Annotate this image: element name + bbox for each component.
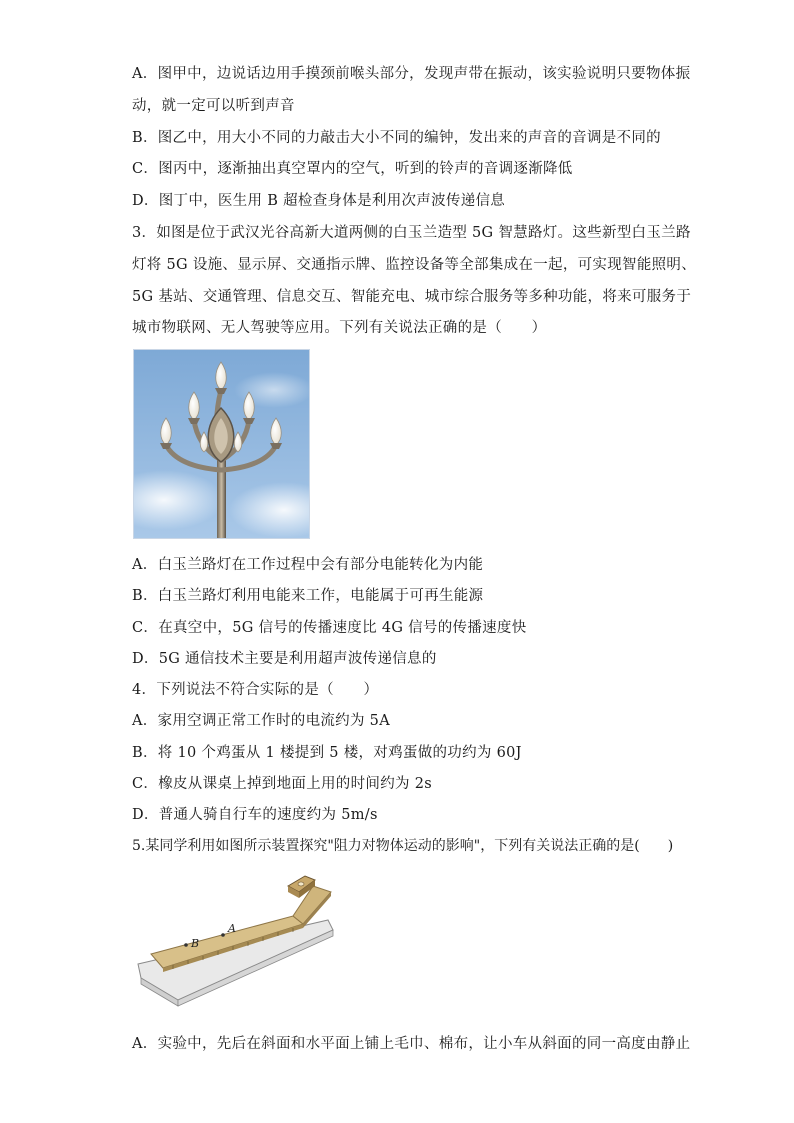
point-a-label: A [228,922,236,935]
q2-option-b: B．图乙中，用大小不同的力敲击大小不同的编钟，发出来的声音的音调是不同的 [132,130,661,146]
q4-stem: 4．下列说法不符合实际的是（ ） [132,682,379,698]
q3-option-d: D．5G 通信技术主要是利用超声波传递信息的 [132,651,437,667]
q3-stem-line2: 灯将 5G 设施、显示屏、交通指示牌、监控设备等全部集成在一起，可实现智能照明、 [132,257,697,273]
q4-option-c: C．橡皮从课桌上掉到地面上用的时间约为 2s [132,776,432,792]
q3-stem-line3: 5G 基站、交通管理、信息交互、智能充电、城市综合服务等多种功能，将来可服务于 [132,289,692,305]
point-b-label: B [191,937,200,950]
q2-option-a-line1: A．图甲中，边说话边用手摸颈前喉头部分，发现声带在振动，该实验说明只要物体振 [132,66,691,82]
q4-option-d: D．普通人骑自行车的速度约为 5m/s [132,807,378,823]
magnolia-street-lamp-photo [133,349,310,539]
q4-option-a: A．家用空调正常工作时的电流约为 5A [132,713,390,729]
q3-option-b: B．白玉兰路灯利用电能来工作，电能属于可再生能源 [132,588,484,604]
q2-option-a-line2: 动，就一定可以听到声音 [132,98,295,114]
q3-option-c: C．在真空中，5G 信号的传播速度比 4G 信号的传播速度快 [132,620,527,636]
q5-stem: 5.某同学利用如图所示装置探究"阻力对物体运动的影响"，下列有关说法正确的是( ) [132,838,674,854]
ramp-cart-illustration [133,868,338,1008]
q4-option-b: B．将 10 个鸡蛋从 1 楼提到 5 楼，对鸡蛋做的功约为 60J [132,745,522,761]
q3-stem-line4: 城市物联网、无人驾驶等应用。下列有关说法正确的是（ ） [132,320,547,336]
inclined-plane-figure [133,868,338,1008]
q3-stem-line1: 3．如图是位于武汉光谷高新大道两侧的白玉兰造型 5G 智慧路灯。这些新型白玉兰路 [132,225,691,241]
q2-option-c: C．图丙中，逐渐抽出真空罩内的空气，听到的铃声的音调逐渐降低 [132,161,573,177]
street-lamp-illustration [134,350,309,538]
q2-option-d: D．图丁中，医生用 B 超检查身体是利用次声波传递信息 [132,193,506,209]
q5-option-a: A．实验中，先后在斜面和水平面上铺上毛巾、棉布，让小车从斜面的同一高度由静止 [132,1036,691,1052]
q3-option-a: A．白玉兰路灯在工作过程中会有部分电能转化为内能 [132,557,484,573]
